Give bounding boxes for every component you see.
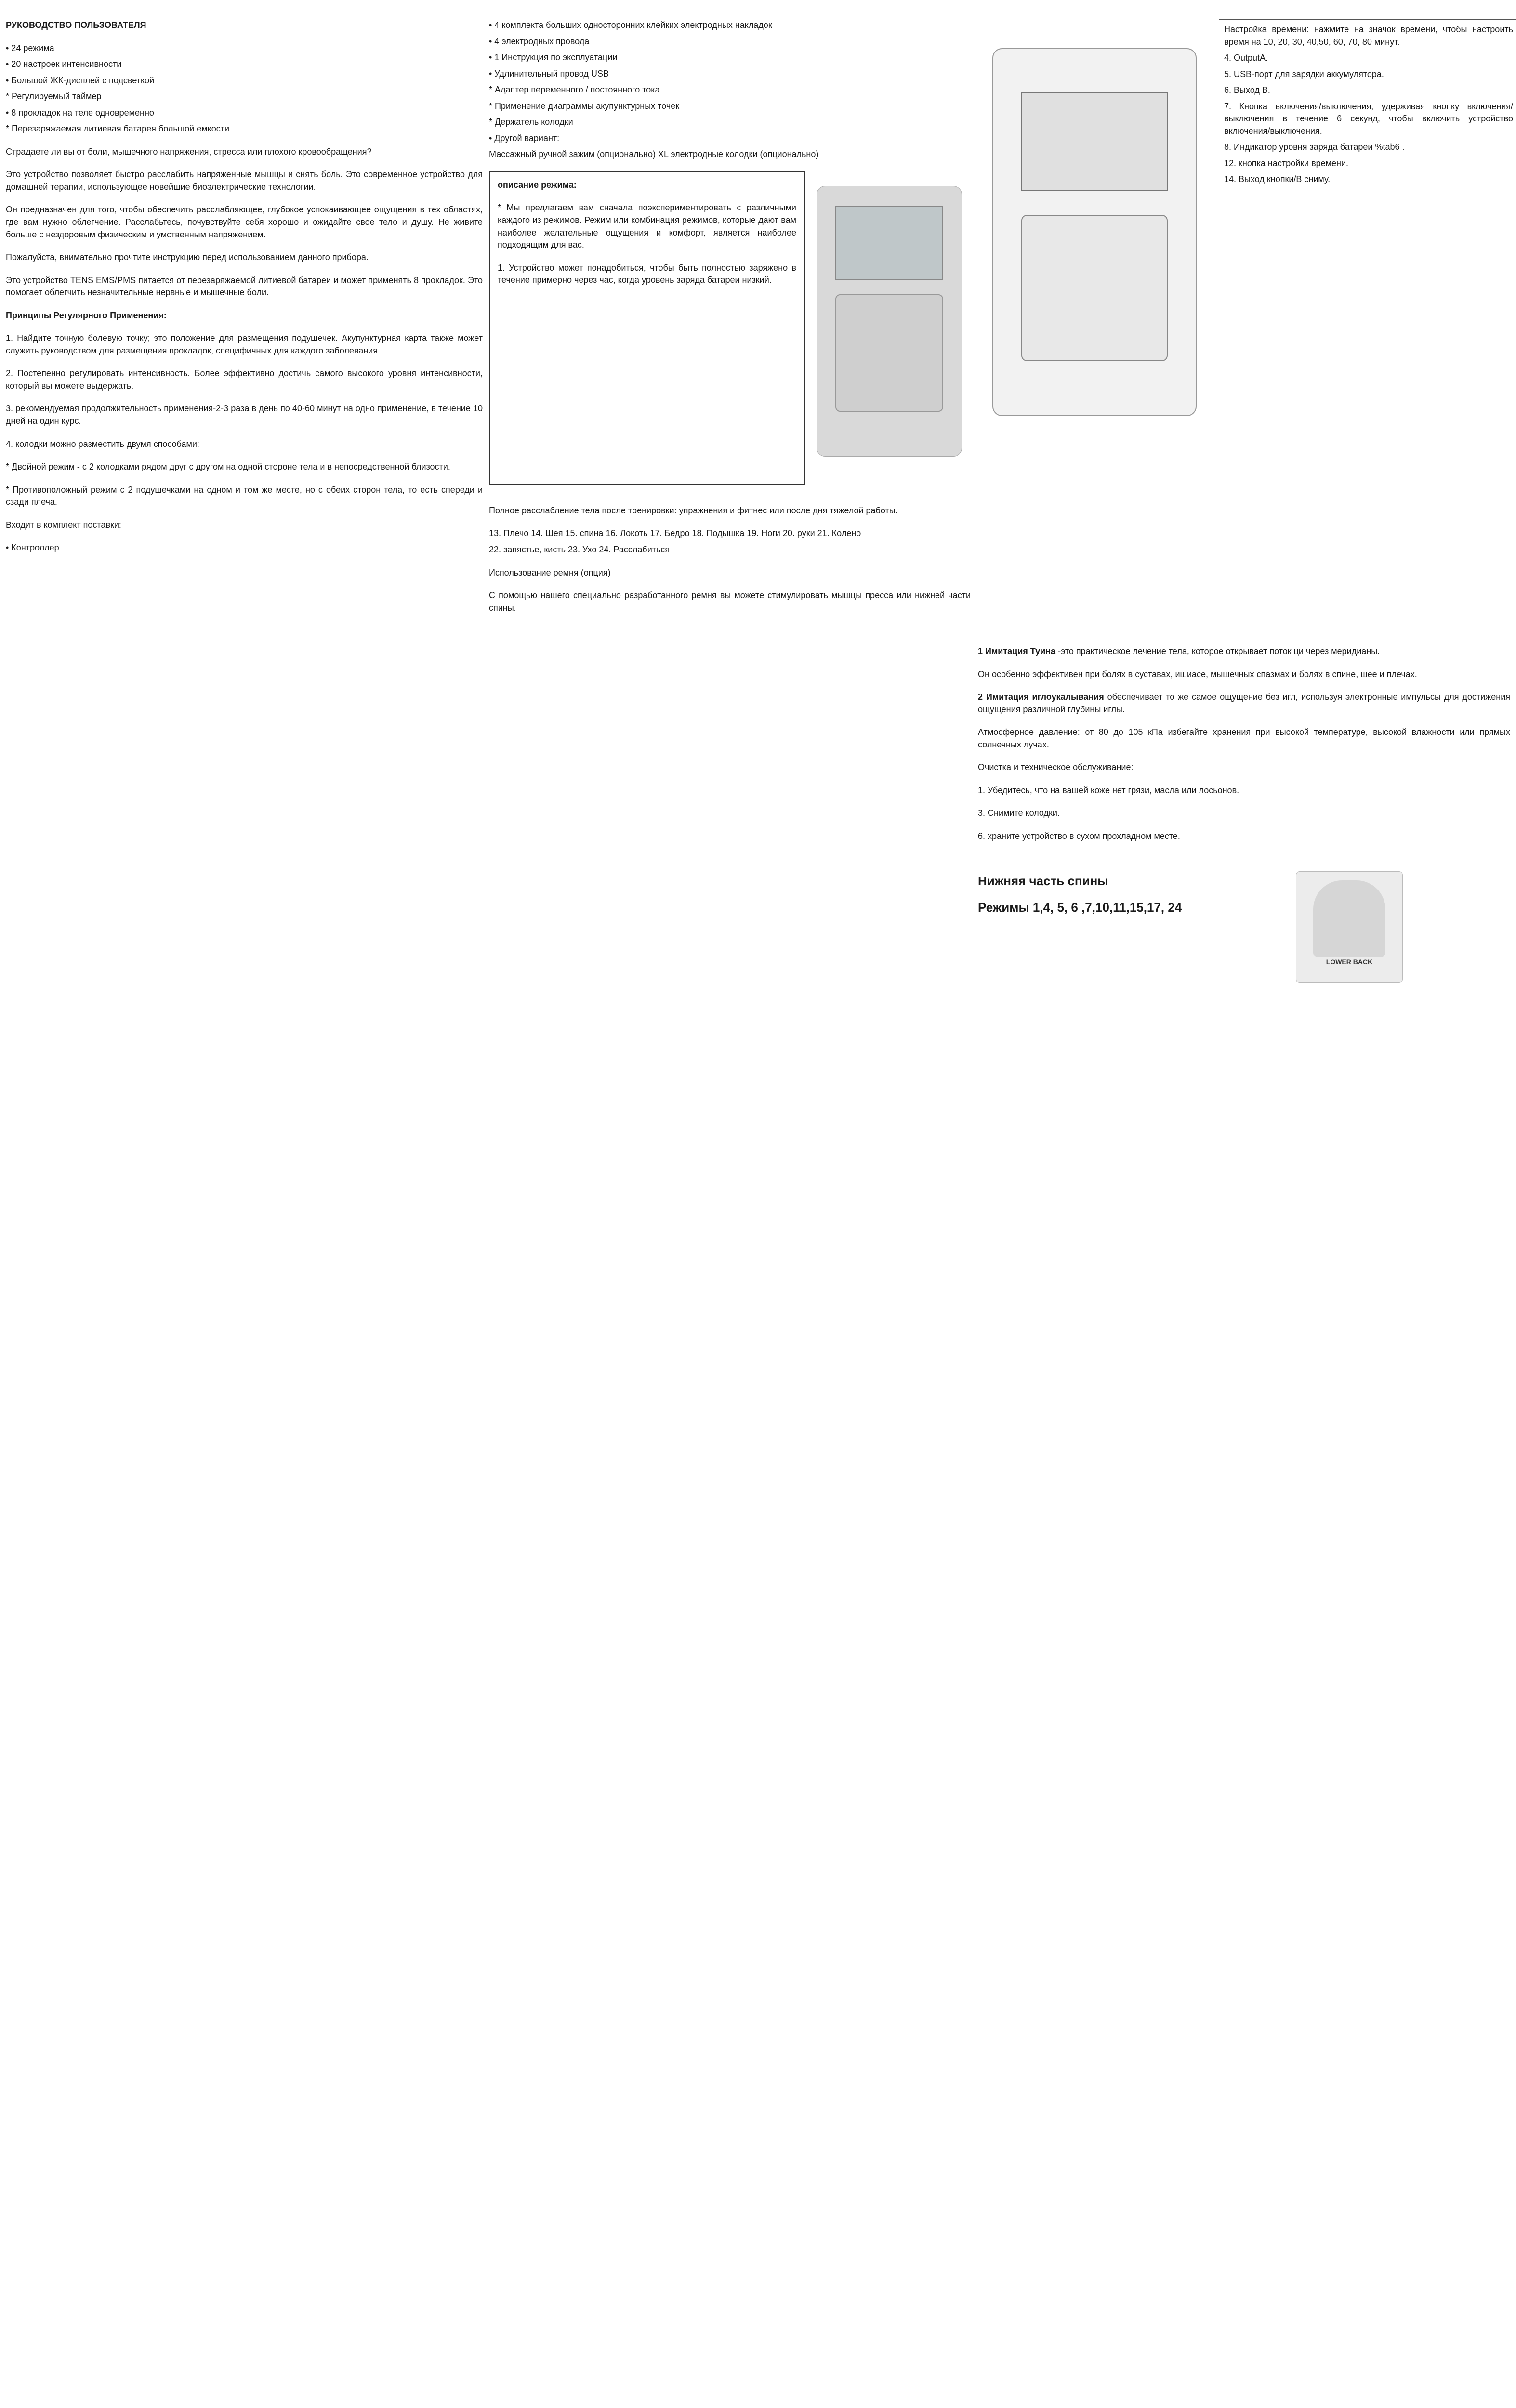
device-screen [835, 206, 943, 280]
tuina-text: -это практическое лечение тела, которое открывает поток ци через меридианы. [1058, 646, 1380, 656]
tuina-paragraph-2: Он особенно эффективен при болях в суставах, ишиасе, мышечных спазмах и болях в спине, шее и плечах. [978, 669, 1417, 679]
tuina-paragraph [978, 645, 1510, 658]
kit-item: * Адаптер переменного / постоянного тока [489, 85, 660, 95]
principles-title: Принципы Регулярного Применения: [6, 310, 167, 320]
cleaning-item: 6. храните устройство в сухом прохладном месте. [978, 831, 1180, 841]
section-title: Нижняя часть спины [978, 874, 1108, 889]
diagram-note: Настройка времени: нажмите на значок времени, чтобы настроить время на 10, 20, 30, 40,50, 60, 70, 80 минут. [1224, 25, 1513, 47]
diagram-note: 7. Кнопка включения/выключения; удерживая кнопку включения/выключения в течение 6 секунд, чтобы включить устройство включения/выключения. [1224, 101, 1513, 136]
manual-title: РУКОВОДСТВО ПОЛЬЗОВАТЕЛЯ [6, 20, 146, 30]
kit-item: • Контроллер [6, 543, 59, 553]
intro-paragraph: Это устройство TENS EMS/PMS питается от перезаряжаемой литиевой батареи и может применять 8 прокладок. Это помогает облегчить незначительные нервные и мышечные боли. [6, 275, 483, 298]
intro-paragraph: Он предназначен для того, чтобы обеспечить расслабляющее, глубокое успокаивающее ощущения в тех областях, где вам нужно облегчение. Расслабьтесь, почувствуйте себя хорошо и ожидайте свое тело и душу. Не живите больше с нездоровым физическим и умственным напряжением. [6, 205, 483, 239]
section-modes: Режимы 1,4, 5, 6 ,7,10,11,15,17, 24 [978, 900, 1182, 915]
device-keypad [835, 294, 943, 412]
mode-box-step: 1. Устройство может понадобиться, чтобы быть полностью заряжено в течение примерно через час, когда уровень заряда батареи низкий. [498, 262, 796, 285]
column-right [978, 19, 1513, 996]
kit-item: * Держатель колодки [489, 117, 573, 127]
device-diagram-image [992, 48, 1197, 416]
kit-item: • 1 Инструкция по эксплуатации [489, 52, 618, 63]
cleaning-title: Очистка и техническое обслуживание: [978, 762, 1134, 772]
intro-paragraph: Это устройство позволяет быстро расслабить напряженные мышцы и снять боль. Это современное устройство для домашней терапии, использующее новейшие биоэлектрические технологии. [6, 170, 483, 192]
device-diagram [978, 19, 1513, 645]
belt-title: Использование ремня (опция) [489, 567, 611, 577]
principle-item: 4. колодки можно разместить двумя способами: [6, 439, 199, 449]
cleaning-item: 1. Убедитесь, что на вашей коже нет грязи, масла или лосьонов. [978, 785, 1239, 795]
diagram-note: 12. кнопка настройки времени. [1224, 158, 1349, 168]
lower-back-section [978, 871, 1510, 996]
kit-item: • 4 комплекта больших односторонних клейких электродных накладок [489, 20, 772, 30]
diagram-note: 5. USB-порт для зарядки аккумулятора. [1224, 69, 1384, 79]
diagram-notes [1219, 19, 1516, 194]
column-left [6, 19, 483, 565]
diagram-buttons [1021, 215, 1168, 361]
kit-item: Массажный ручной зажим (опционально) XL электродные колодки (опционально) [489, 149, 819, 159]
lower-back-photo [1313, 880, 1385, 957]
feature-item: • Большой ЖК-дисплей с подсветкой [6, 75, 155, 85]
feature-item: • 8 прокладок на теле одновременно [6, 107, 154, 118]
acup-title: 2 Имитация иглоукалывания [978, 692, 1104, 702]
principle-item: * Противоположный режим с 2 подушечками на одном и том же месте, но с обеих сторон тела, то есть спереди и сзади плеча. [6, 484, 483, 507]
acup-paragraph [978, 691, 1510, 716]
feature-item: • 20 настроек интенсивности [6, 59, 122, 69]
kit-item: * Применение диаграммы акупунктурных точек [489, 101, 680, 111]
kit-item: • Другой вариант: [489, 133, 560, 143]
mode-box-paragraph: * Мы предлагаем вам сначала поэкспериментировать с различными каждого из режимов. Режим или комбинация режимов, которые дают вам наиболее желательные ощущения и комфорт, является наиболее подходящим для вас. [498, 203, 796, 250]
diagram-note: 8. Индикатор уровня заряда батареи %tab6 . [1224, 142, 1405, 152]
figure-label: LOWER BACK [1326, 958, 1373, 966]
tuina-title: 1 Имитация Туина [978, 646, 1056, 656]
relax-text: Полное расслабление тела после тренировки: упражнения и фитнес или после дня тяжелой работы. [489, 505, 898, 515]
mode-box-title: описание режима: [498, 180, 577, 190]
intro-paragraph: Пожалуйста, внимательно прочтите инструкцию перед использованием данного прибора. [6, 252, 369, 262]
principle-item: * Двойной режим - с 2 колодками рядом друг с другом на одной стороне тела и в непосредственной близости. [6, 462, 450, 472]
pressure-text: Атмосферное давление: от 80 до 105 кПа избегайте хранения при высокой температуре, высокой влажности или прямых солнечных лучах. [978, 727, 1510, 749]
points-line: 13. Плечо 14. Шея 15. спина 16. Локоть 17. Бедро 18. Подышка 19. Ноги 20. руки 21. Колено [489, 528, 861, 538]
feature-item: * Регулируемый таймер [6, 92, 102, 102]
kit-title: Входит в комплект поставки: [6, 520, 121, 530]
diagram-screen [1021, 92, 1168, 191]
principle-item: 3. рекомендуемая продолжительность применения-2-3 раза в день по 40-60 минут на одно применение, в течение 10 дней на один курс. [6, 404, 483, 426]
principle-item: 1. Найдите точную болевую точку; это положение для размещения подушечек. Акупунктурная карта также может служить руководством для размещения прокладок, специфичных для каждого заболевания. [6, 333, 483, 355]
diagram-note: 14. Выход кнопки/В сниму. [1224, 174, 1331, 184]
feature-item: • 24 режима [6, 43, 54, 53]
kit-item: • Удлинительный провод USB [489, 68, 609, 79]
cleaning-item: 3. Снимите колодки. [978, 808, 1060, 818]
acup-text: обеспечивает то же самое ощущение без игл, используя электронные импульсы для достижения ощущения различной глубины иглы. [978, 692, 1510, 714]
device-photo [817, 186, 962, 457]
mode-description-box [489, 171, 971, 485]
lower-back-figure [1296, 871, 1403, 983]
points-line: 22. запястье, кисть 23. Ухо 24. Расслабиться [489, 545, 670, 555]
belt-intro: С помощью нашего специально разработанного ремня вы можете стимулировать мышцы пресса или нижней части спины. [489, 590, 971, 613]
diagram-note: 6. Выход B. [1224, 85, 1270, 95]
kit-item: • 4 электродных провода [489, 36, 590, 46]
column-middle [489, 19, 971, 625]
mode-box-text [489, 171, 805, 485]
diagram-note: 4. OutputA. [1224, 53, 1268, 63]
principle-item: 2. Постепенно регулировать интенсивность. Более эффективно достичь самого высокого уровня интенсивности, который вы можете выдержать. [6, 368, 483, 391]
feature-item: * Перезаряжаемая литиевая батарея большой емкости [6, 124, 230, 134]
intro-question: Страдаете ли вы от боли, мышечного напряжения, стресса или плохого кровообращения? [6, 146, 372, 157]
